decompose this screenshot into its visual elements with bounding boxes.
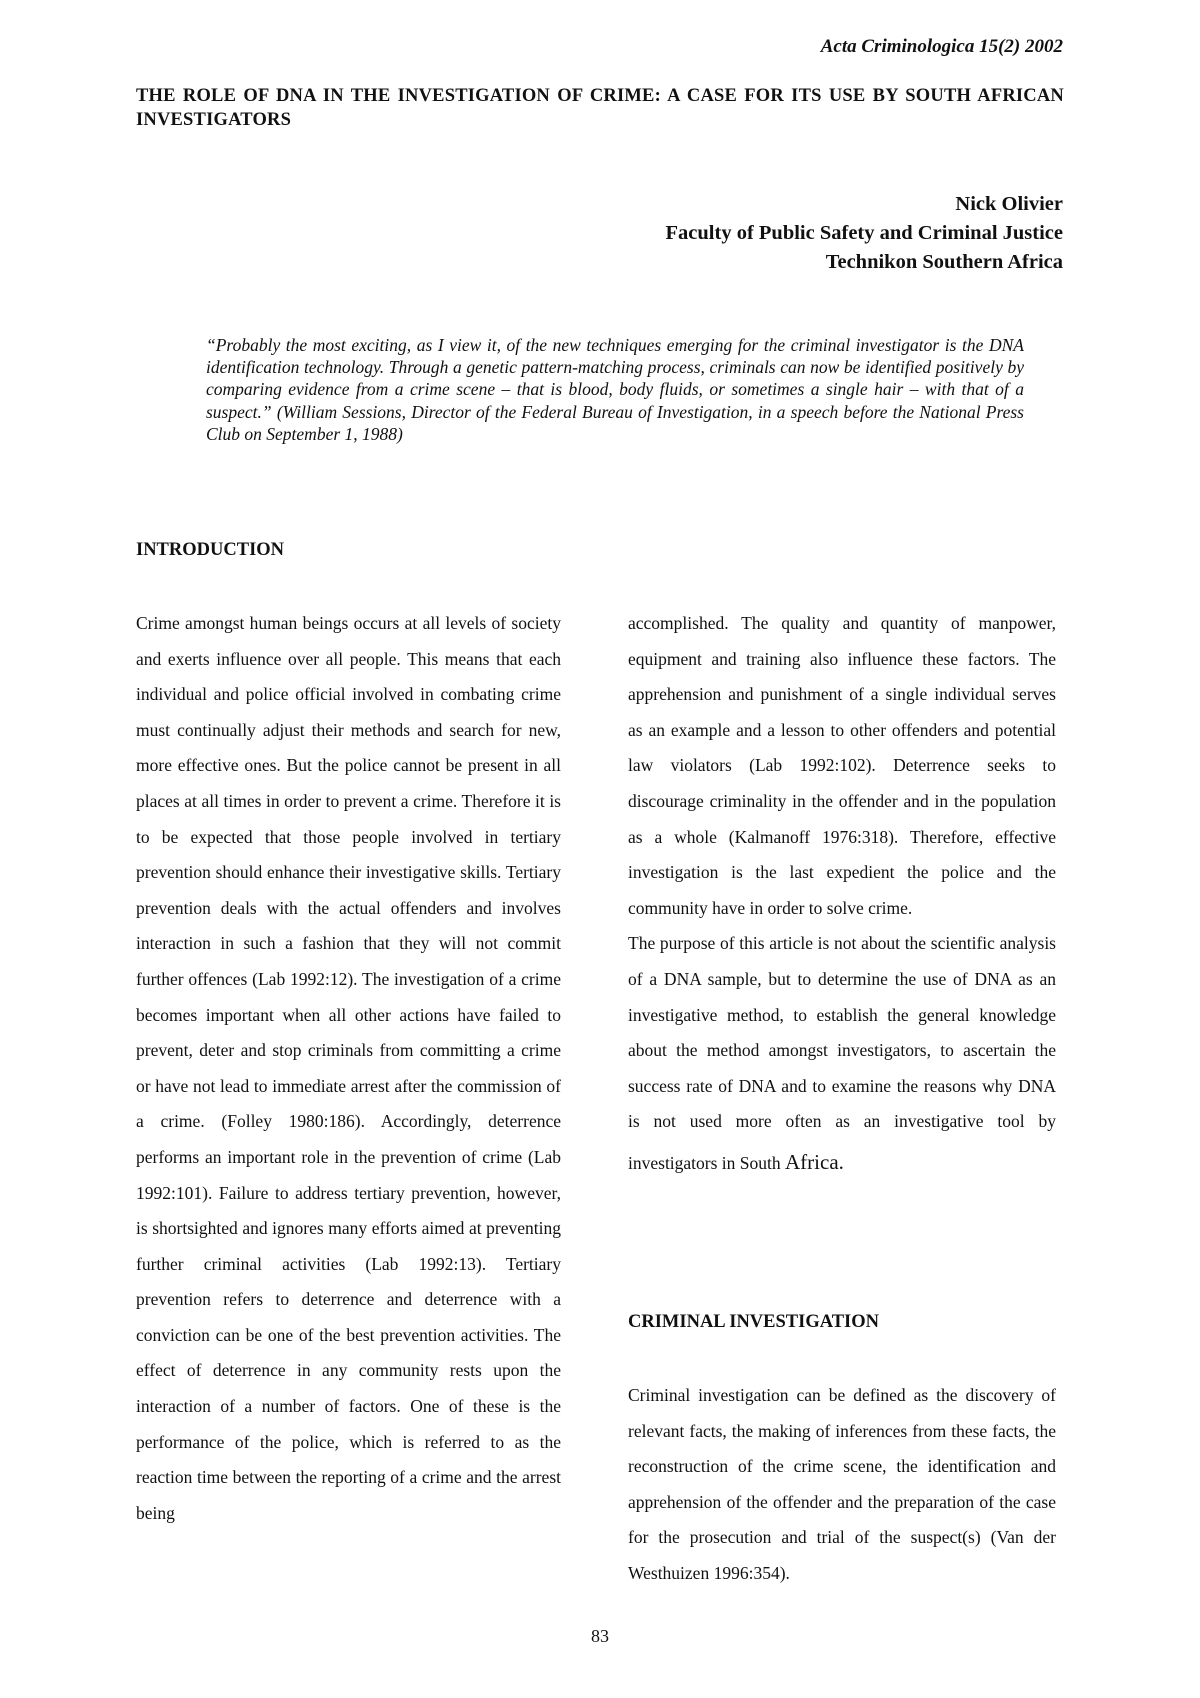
introduction-paragraph-part-2: accomplished. The quality and quantity of manpower, equipment and training also influence these factors. The apprehension and punishment of a single individual serves as an example and a lesson to other offenders and potential law violators (Lab 1992:102). Deterrence seeks to discourage criminality in the offender and in the population as a whole (Kalmanoff 1976:318). Therefore, effective investigation is the last expedient the police and the community have in order to solve crime. [628, 613, 1056, 918]
criminal-investigation-column [628, 1378, 1056, 1592]
introduction-paragraph-part-1: Crime amongst human beings occurs at all levels of society and exerts influence over all people. This means that each individual and police official involved in combating crime must continually adjust their methods and search for new, more effective ones. But the police cannot be present in all places at all times in order to prevent a crime. Therefore it is to be expected that those people involved in tertiary prevention should enhance their investigative skills. Tertiary prevention deals with the actual offenders and involves interaction in such a fashion that they will not commit further offences (Lab 1992:12). The investigation of a crime becomes important when all other actions have failed to prevent, deter and stop criminals from committing a crime or have not lead to immediate arrest after the commission of a crime. (Folley 1980:186). Accordingly, deterrence performs an important role in the prevention of crime (Lab 1992:101). Failure to address tertiary prevention, however, is shortsighted and ignores many efforts aimed at preventing further criminal activities (Lab 1992:13). Tertiary prevention refers to deterrence and deterrence with a conviction can be one of the best prevention activities. The effect of deterrence in any community rests upon the interaction of a number of factors. One of these is the performance of the police, which is referred to as the reaction time between the reporting of a crime and the arrest being [136, 613, 561, 1523]
introduction-heading: INTRODUCTION [136, 540, 285, 560]
journal-citation: Acta Criminologica 15(2) 2002 [820, 36, 1063, 57]
criminal-investigation-heading: CRIMINAL INVESTIGATION [628, 1312, 879, 1332]
introduction-paragraph-2-end: Africa. [785, 1149, 844, 1174]
epigraph-quote: “Probably the most exciting, as I view it, of the new techniques emerging for the criminal investigator is the DNA identification technology. Through a genetic pattern-matching process, criminals can now be identified positively by comparing evidence from a crime scene – that is blood, body fluids, or sometimes a single hair – with that of a suspect.” (William Sessions, Director of the Federal Bureau of Investigation, in a speech before the National Press Club on September 1, 1988) [206, 335, 1024, 444]
article-title: THE ROLE OF DNA IN THE INVESTIGATION OF CRIME: A CASE FOR ITS USE BY SOUTH AFRICAN INVESTIGATORS [136, 86, 1064, 130]
criminal-investigation-paragraph: Criminal investigation can be defined as the discovery of relevant facts, the making of inferences from these facts, the reconstruction of the crime scene, the identification and apprehension of the offender and the preparation of the case for the prosecution and trial of the suspect(s) (Van der Westhuizen 1996:354). [628, 1385, 1056, 1583]
author-affiliation-faculty: Faculty of Public Safety and Criminal Justice [665, 222, 1063, 244]
author-affiliation-institution: Technikon Southern Africa [825, 251, 1063, 273]
author-block [666, 190, 1063, 277]
introduction-paragraph-2 [628, 926, 1056, 1184]
introduction-paragraph-2-text: The purpose of this article is not about the scientific analysis of a DNA sample, but to determine the use of DNA as an investigative method, to establish the general knowledge about the method amongst investigators, to ascertain the success rate of DNA and to examine the reasons why DNA is not used more often as an investigative tool by investigators in South [628, 933, 1056, 1173]
introduction-column-left [136, 606, 561, 1531]
page-number: 83 [591, 1626, 609, 1646]
author-name: Nick Olivier [955, 193, 1063, 215]
introduction-column-right [628, 606, 1056, 1184]
